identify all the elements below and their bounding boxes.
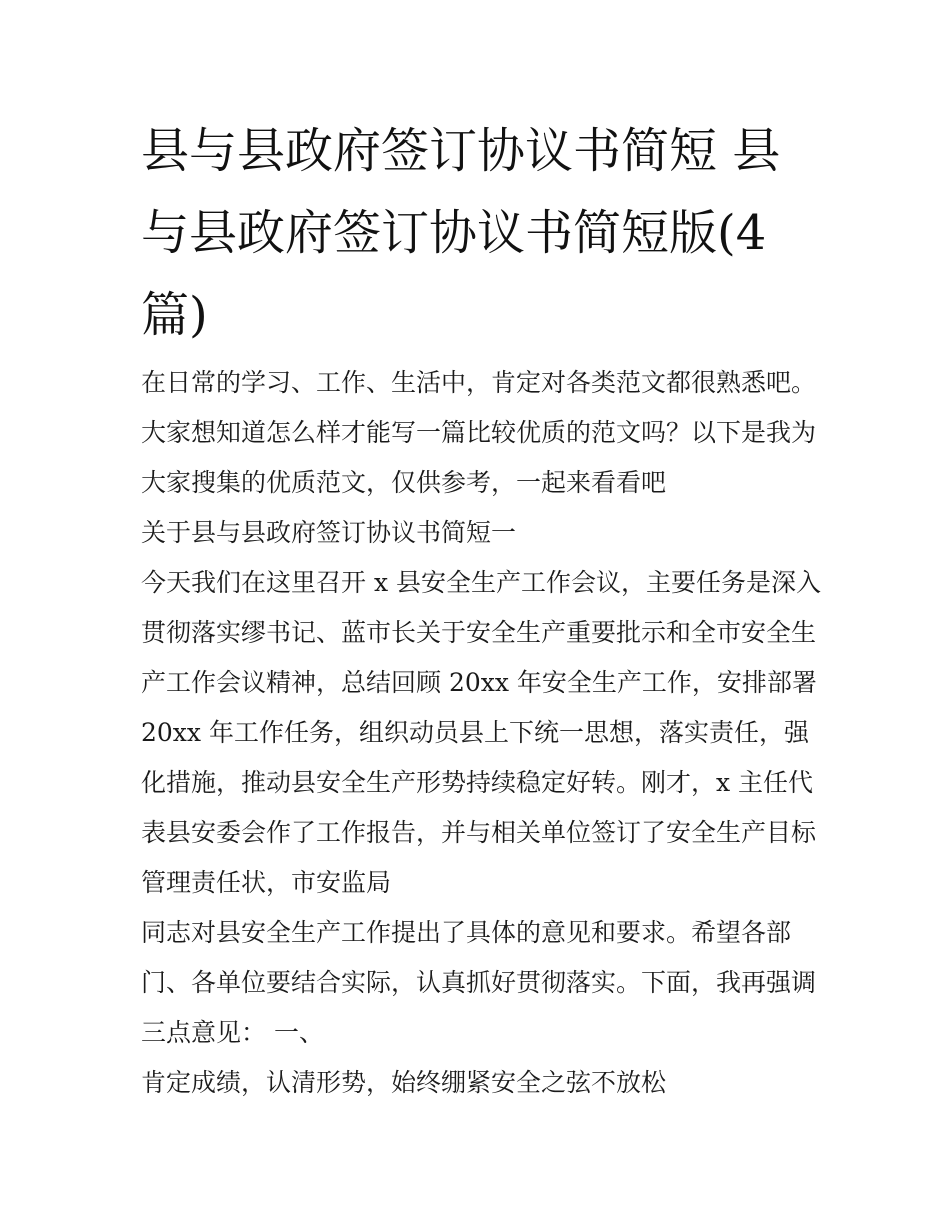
document-title: 县与县政府签订协议书简短 县与县政府签订协议书简短版(4篇) — [141, 123, 781, 343]
body-paragraph: 今天我们在这里召开 x 县安全生产工作会议，主要任务是深入贯彻落实缪书记、蓝市长关于安全生产重要批示和全市安全生产工作会议精神，总结回顾 20xx 年安全生产工作，安排部署 20xx 年工作任务，组织动员县上下统一思想，落实责任，强化措施，推动县安全生产形势持续稳定好转。刚才，x 主任代表县安委会作了工作报告，并与相关单位签订了安全生产目标管理责任状，市安监局 — [141, 568, 821, 897]
section-heading: 关于县与县政府签订协议书简短一 — [141, 518, 517, 547]
intro-paragraph: 在日常的学习、工作、生活中，肯定对各类范文都很熟悉吧。大家想知道怎么样才能写一篇比较优质的范文吗？以下是我为大家搜集的优质范文，仅供参考，一起来看看吧 — [141, 368, 817, 497]
body-paragraph: 同志对县安全生产工作提出了具体的意见和要求。希望各部门、各单位要结合实际，认真抓好贯彻落实。下面，我再强调三点意见： 一、 — [141, 918, 817, 1047]
document-content — [141, 110, 821, 1108]
subsection-heading: 肯定成绩，认清形势，始终绷紧安全之弦不放松 — [141, 1068, 667, 1097]
document-body — [141, 358, 821, 1108]
